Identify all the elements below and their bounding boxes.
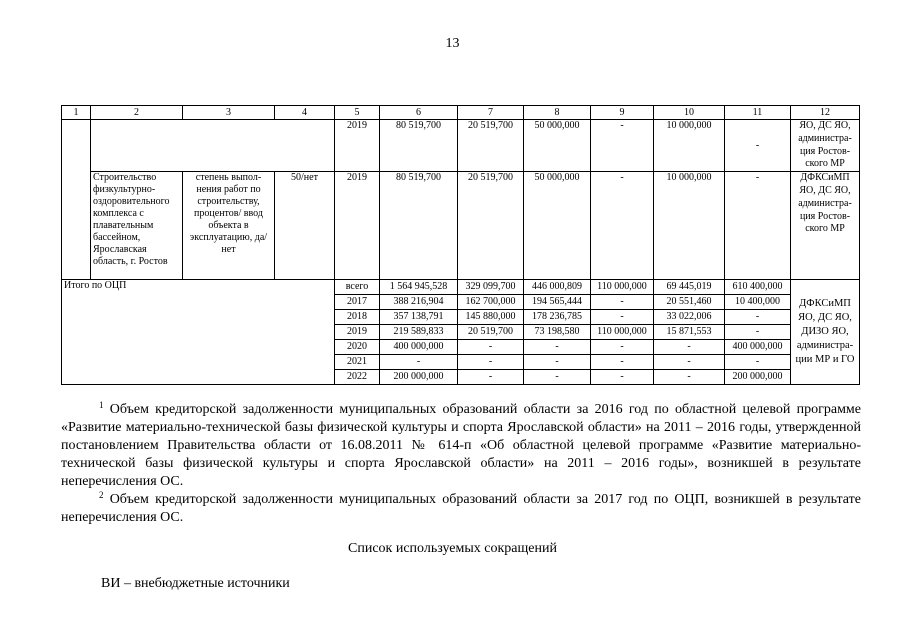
year-cell: 2019 [335, 172, 380, 280]
year-cell: 2019 [335, 120, 380, 172]
amount-cell: - [458, 355, 524, 370]
amount-cell: - [591, 340, 654, 355]
amount-cell: - [458, 340, 524, 355]
footnote-text: Объем кредиторской задолженности муниципальных образований области за 2017 год по ОЦП, возникшей в результате неперечисления ОС. [61, 492, 861, 525]
amount-cell: - [380, 355, 458, 370]
footnote-mark: 1 [99, 400, 104, 410]
total-label-cell: Итого по ОЦП [62, 280, 335, 385]
amount-cell: 400 000,000 [725, 340, 791, 355]
amount-cell: 200 000,000 [380, 370, 458, 385]
page-number: 13 [445, 36, 460, 51]
amount-cell: 80 519,700 [380, 120, 458, 172]
amount-cell: 219 589,833 [380, 325, 458, 340]
footnote-text: Объем кредиторской задолженности муниципальных образований области за 2016 год по областной целевой программе «Развитие материально-технической базы физической культуры и спорта Ярославской области» на 2011 – 2016 годы, утвержденной постановлением Правительства области от 16.08.2011 № 614-п «Об областной целевой программе «Развитие материально-технической базы физической культуры и спорта Ярославской области» на 2011 – 2016 годы», возникшей в результате неперечисления ОС. [61, 402, 861, 489]
amount-cell: 446 000,809 [524, 280, 591, 295]
amount-cell: - [725, 325, 791, 340]
program-table [61, 105, 860, 385]
header-cell: 4 [275, 106, 335, 120]
amount-cell: 388 216,904 [380, 295, 458, 310]
amount-cell: - [654, 355, 725, 370]
amount-cell: 1 564 945,528 [380, 280, 458, 295]
footnote-mark: 2 [99, 490, 104, 500]
header-cell: 3 [183, 106, 275, 120]
executor-cell: ДФКСиМП ЯО, ДС ЯО, ДИЗО ЯО, администра-ции МР и ГО [791, 280, 860, 385]
amount-cell: - [524, 355, 591, 370]
activity-name-cell: Строительство физкультурно-оздоровительного комплекса с плавательным бассейном, Ярославская область, г. Ростов [91, 172, 183, 280]
header-cell: 8 [524, 106, 591, 120]
empty-cell [91, 120, 335, 172]
header-row [62, 106, 860, 120]
amount-cell: - [524, 340, 591, 355]
amount-cell: 110 000,000 [591, 325, 654, 340]
header-cell: 9 [591, 106, 654, 120]
amount-cell: 10 400,000 [725, 295, 791, 310]
year-cell: 2017 [335, 295, 380, 310]
amount-cell: 33 022,006 [654, 310, 725, 325]
header-cell: 2 [91, 106, 183, 120]
executor-cell: ЯО, ДС ЯО, администра-ция Ростов-ского МР [791, 120, 860, 172]
year-cell: всего [335, 280, 380, 295]
amount-cell: 20 551,460 [654, 295, 725, 310]
amount-cell: - [591, 310, 654, 325]
table-row [62, 172, 860, 280]
amount-cell: - [654, 340, 725, 355]
header-cell: 1 [62, 106, 91, 120]
amount-cell: - [524, 370, 591, 385]
abbreviation-item: ВИ – внебюджетные источники [101, 576, 290, 591]
amount-cell: 69 445,019 [654, 280, 725, 295]
header-cell: 10 [654, 106, 725, 120]
amount-cell: - [591, 355, 654, 370]
amount-cell: 329 099,700 [458, 280, 524, 295]
amount-cell: - [591, 370, 654, 385]
amount-cell: - [725, 355, 791, 370]
amount-cell: 178 236,785 [524, 310, 591, 325]
executor-cell: ДФКСиМП ЯО, ДС ЯО, администра-ция Ростов-ского МР [791, 172, 860, 280]
amount-cell: 10 000,000 [654, 172, 725, 280]
amount-cell: 194 565,444 [524, 295, 591, 310]
amount-cell: 80 519,700 [380, 172, 458, 280]
amount-cell: 20 519,700 [458, 325, 524, 340]
table-row [62, 120, 860, 172]
amount-cell: 15 871,553 [654, 325, 725, 340]
amount-cell: 610 400,000 [725, 280, 791, 295]
amount-cell: - [591, 295, 654, 310]
amount-cell: 145 880,000 [458, 310, 524, 325]
total-row [62, 280, 860, 295]
amount-cell: 200 000,000 [725, 370, 791, 385]
program-table-container [61, 105, 860, 385]
header-cell: 7 [458, 106, 524, 120]
footnotes [61, 401, 861, 527]
header-cell: 12 [791, 106, 860, 120]
amount-cell: 400 000,000 [380, 340, 458, 355]
amount-cell: - [725, 310, 791, 325]
footnote [61, 491, 861, 527]
amount-cell: - [591, 120, 654, 172]
amount-cell: 10 000,000 [654, 120, 725, 172]
amount-cell: 50 000,000 [524, 120, 591, 172]
empty-cell [62, 120, 91, 280]
year-cell: 2022 [335, 370, 380, 385]
amount-cell: - [458, 370, 524, 385]
year-cell: 2019 [335, 325, 380, 340]
amount-cell: 357 138,791 [380, 310, 458, 325]
amount-cell: - [725, 120, 791, 172]
amount-cell: - [725, 172, 791, 280]
amount-cell: - [591, 172, 654, 280]
amount-cell: - [654, 370, 725, 385]
amount-cell: 20 519,700 [458, 172, 524, 280]
indicator-cell: степень выпол-нения работ по строительству, процентов/ ввод объекта в эксплуатацию, да/нет [183, 172, 275, 280]
amount-cell: 73 198,580 [524, 325, 591, 340]
footnote [61, 401, 861, 491]
year-cell: 2021 [335, 355, 380, 370]
header-cell: 6 [380, 106, 458, 120]
target-cell: 50/нет [275, 172, 335, 280]
year-cell: 2020 [335, 340, 380, 355]
header-cell: 5 [335, 106, 380, 120]
abbreviations-title: Список используемых сокращений [348, 541, 557, 556]
amount-cell: 110 000,000 [591, 280, 654, 295]
amount-cell: 50 000,000 [524, 172, 591, 280]
amount-cell: 20 519,700 [458, 120, 524, 172]
header-cell: 11 [725, 106, 791, 120]
amount-cell: 162 700,000 [458, 295, 524, 310]
year-cell: 2018 [335, 310, 380, 325]
